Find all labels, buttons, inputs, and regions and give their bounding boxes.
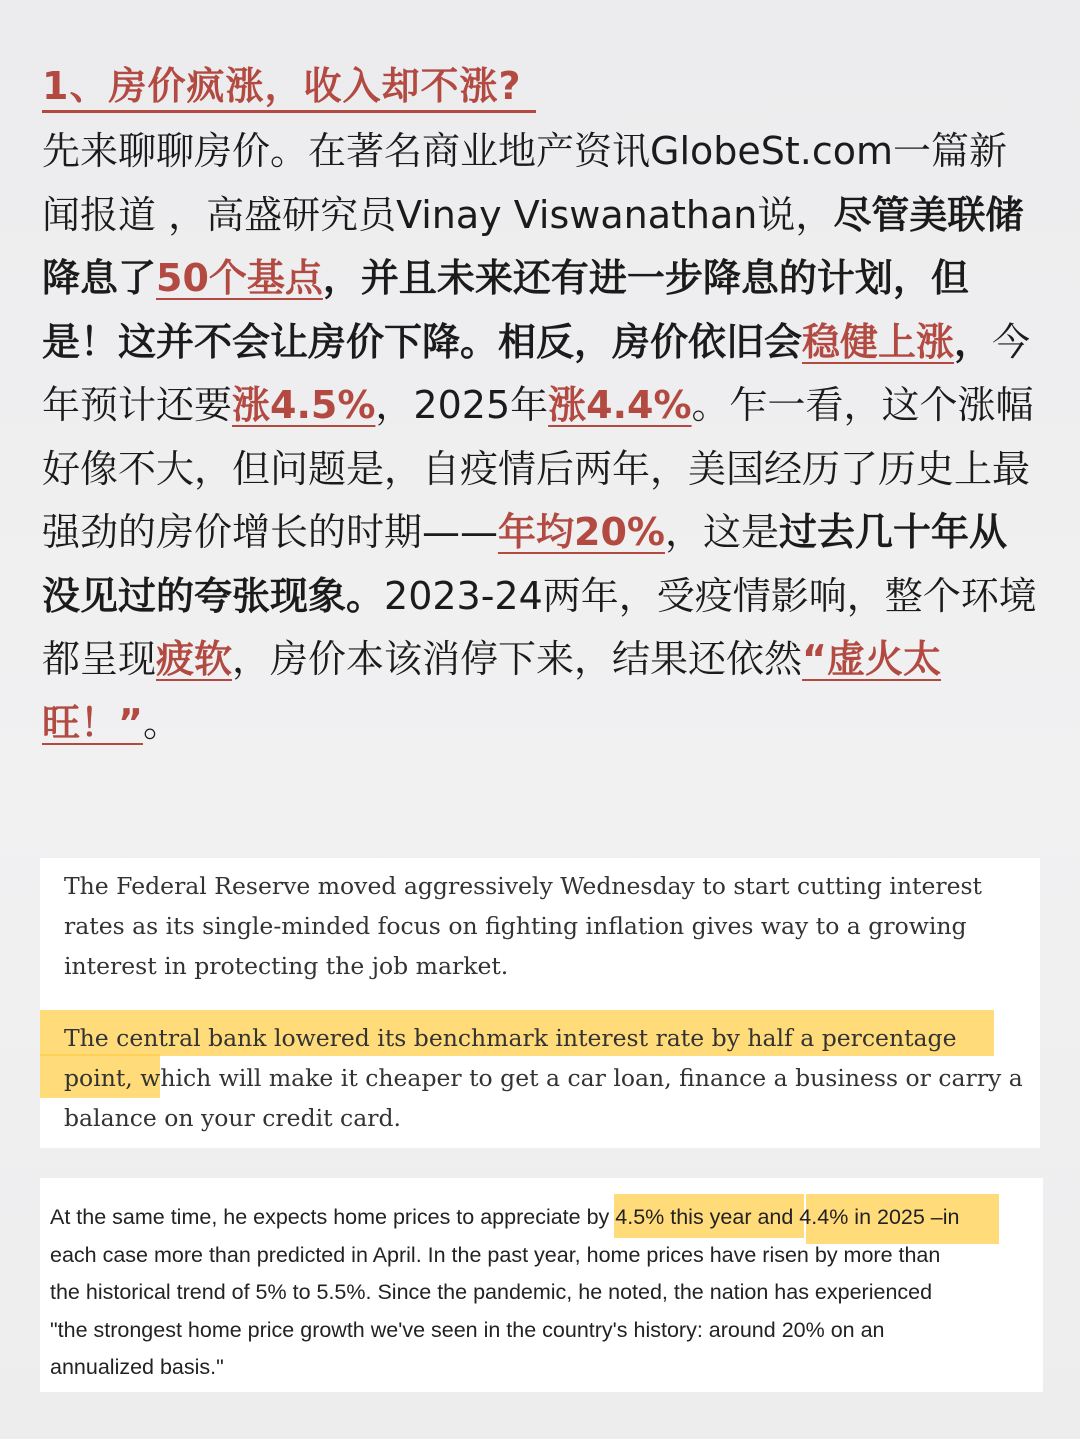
highlight-overheated: “虚火太旺！” [42,637,942,745]
news-excerpt-fed [40,858,1040,1148]
article-paragraph [42,120,1042,755]
excerpt-paragraph [50,1199,1035,1387]
highlight-rise-4-4: 涨4.4% [548,383,692,427]
bold-text: 过去几十年从没见过的夸张现象。 [42,510,1008,618]
text-line: the historical trend of 5% to 5.5%. Since the pandemic, he noted, the nation has experienced [50,1280,933,1305]
text: ，这是 [664,510,779,554]
excerpt-paragraph-highlighted: The central bank lowered its benchmark interest rate by half a percentage point, which will make it cheaper to get a car loan, finance a business or carry a balance on your credit card. [64,1024,1023,1132]
text: ，房价本该消停下来，结果还依然 [232,637,803,681]
bold-text: ，并且未来还有进一步降息的计划，但是！这并不会让房价下降。相反，房价依旧会 [42,256,969,364]
text: 先来聊聊房价。在著名商业地产资讯GlobeSt.com一篇新闻报道 ，高盛研究员Vinay Viswanathan说， [42,129,1008,237]
highlight-rise-4-5: 涨4.5% [232,383,376,427]
text-line: each case more than predicted in April. In the past year, home prices have risen by more than [50,1242,941,1267]
text-line: annualized basis." [50,1355,224,1380]
highlight-weak: 疲软 [156,637,233,681]
text: 今年预计还要 [42,319,1031,427]
text: 2023-24两年，受疫情影响，整个环境都呈现 [42,573,1037,681]
text: in [942,1205,960,1229]
excerpt-paragraph: The Federal Reserve moved aggressively Wednesday to start cutting interest rates as its single-minded focus on fighting inflation gives way to a growing interest in protecting the job market. [64,872,983,980]
bold-text: 尽管美联储降息了 [42,192,1024,300]
highlight-annual-20: 年均20% [498,510,665,554]
text: 。乍一看，这个涨幅好像不大，但问题是，自疫情后两年，美国经历了历史上最强劲的房价增长的时期—— [42,383,1034,554]
news-excerpt-home-prices [40,1178,1043,1392]
text-line: "the strongest home price growth we've seen in the country's history: around 20% on an [50,1317,885,1342]
text: 。 [142,700,181,745]
highlighted-text: by 4.5% this year and 4.4% in 2025 – [586,1205,943,1229]
highlight-50bp: 50个基点 [156,256,323,300]
highlight-steady-rise: 稳健上涨 [802,319,955,364]
section-heading: 1、房价疯涨，收入却不涨? [42,62,536,113]
text: ，2025年 [375,383,549,427]
text: At the same time, he expects home prices to appreciate [50,1205,587,1229]
bold-text: ， [954,319,993,364]
